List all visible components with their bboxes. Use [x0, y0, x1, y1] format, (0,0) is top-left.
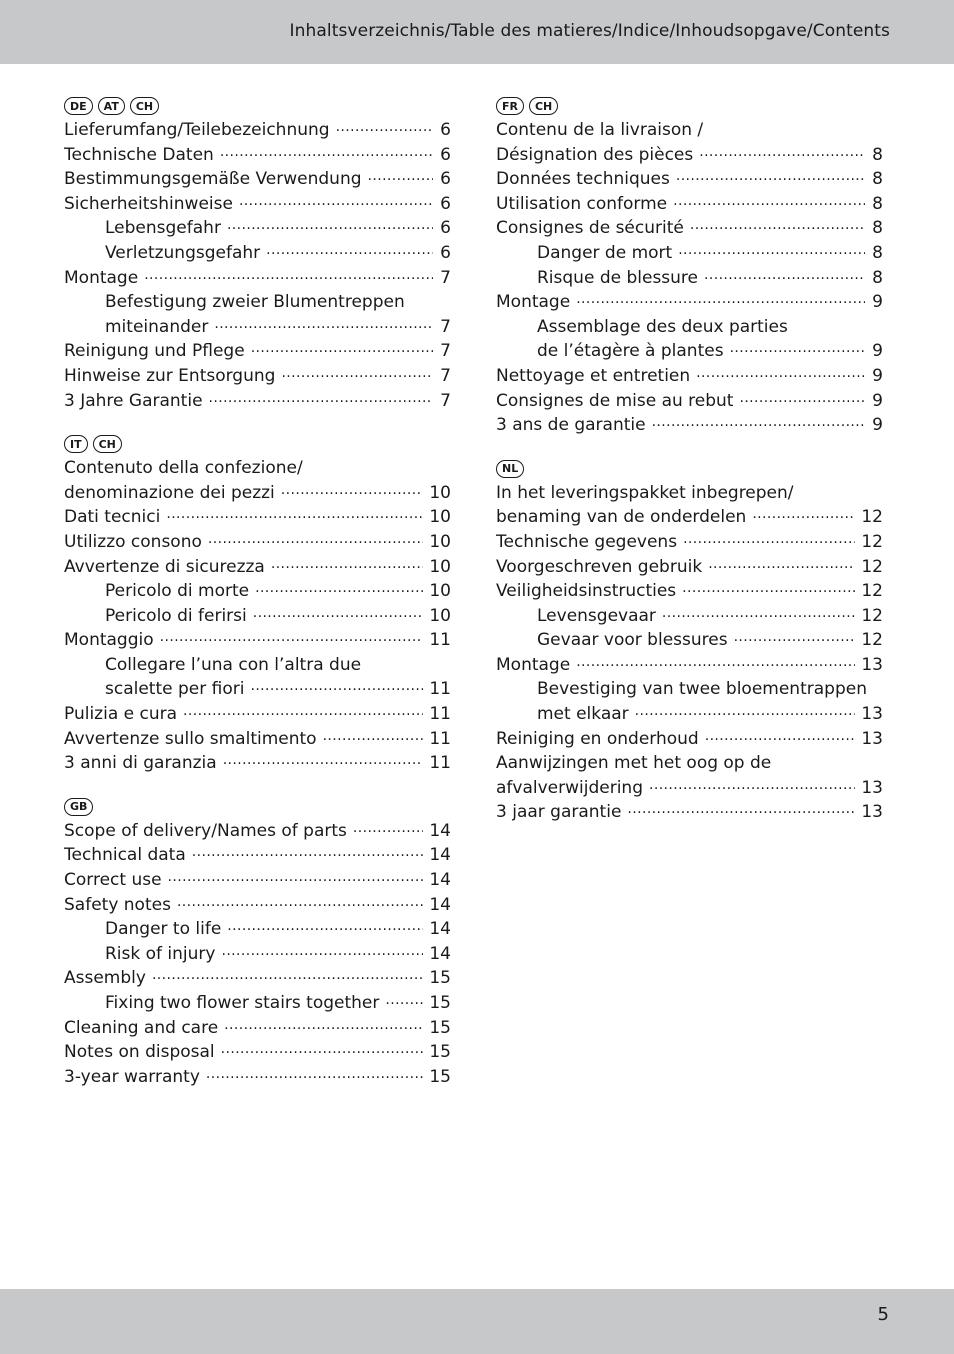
- toc-entry-label: de l’étagère à plantes: [537, 341, 724, 362]
- toc-entry-page: 12: [861, 581, 883, 602]
- toc-entry[interactable]: [496, 268, 883, 293]
- toc-entry-page: 11: [429, 728, 451, 749]
- toc-entry[interactable]: [496, 507, 883, 532]
- toc-entry-label: Consignes de sécurité: [496, 218, 684, 239]
- toc-entry-page: 8: [872, 169, 883, 190]
- toc-entry-page: 15: [429, 993, 451, 1013]
- dot-leader: [730, 342, 865, 356]
- dot-leader: [206, 1068, 423, 1082]
- toc-entry-label: afvalverwijdering: [496, 777, 643, 798]
- toc-entry-label: Collegare l’una con l’altra due: [105, 654, 362, 675]
- toc-entry[interactable]: [496, 581, 883, 606]
- dot-leader: [635, 705, 856, 719]
- toc-entry[interactable]: [496, 218, 883, 243]
- toc-entry-label: Avvertenze sullo smaltimento: [64, 728, 317, 749]
- toc-entry-page: 7: [440, 341, 451, 362]
- toc-entry-label: Dati tecnici: [64, 507, 161, 528]
- toc-entry[interactable]: [64, 1042, 451, 1067]
- toc-entry-label: Technische gegevens: [496, 531, 678, 552]
- toc-entry-label: Levensgevaar: [537, 605, 656, 626]
- toc-entry-label: Gevaar voor blessures: [537, 630, 728, 651]
- toc-entry-label: Désignation des pièces: [496, 144, 694, 165]
- toc-entry-label: Utilisation conforme: [496, 193, 668, 214]
- dot-leader: [221, 945, 423, 959]
- toc-entry-page: 14: [429, 919, 451, 940]
- dot-leader: [220, 146, 433, 160]
- toc-entry-page: 9: [872, 415, 883, 436]
- toc-entry-label: Contenu de la livraison /: [496, 120, 704, 140]
- toc-entry-page: 8: [872, 144, 883, 165]
- toc-entry-label: Lieferumfang/Teilebezeichnung: [64, 120, 330, 140]
- dot-leader: [168, 871, 424, 885]
- toc-entry-page: 15: [429, 968, 451, 989]
- toc-entry-label: Hinweise zur Entsorgung: [64, 365, 276, 386]
- toc-entry-label: Montage: [64, 267, 139, 288]
- toc-entry-label: miteinander: [105, 316, 209, 337]
- toc-entry-page: 11: [429, 679, 451, 700]
- toc-entry-page: 13: [861, 728, 883, 749]
- toc-entry[interactable]: [496, 317, 883, 342]
- toc-entry-page: 14: [429, 820, 451, 841]
- toc-entry[interactable]: [64, 145, 451, 170]
- toc-entry-label: 3 jaar garantie: [496, 802, 622, 823]
- toc-column-right: [496, 96, 883, 846]
- toc-entry[interactable]: [64, 630, 451, 655]
- dot-leader: [708, 558, 855, 572]
- toc-entry-page: 14: [429, 870, 451, 891]
- toc-entry[interactable]: [64, 679, 451, 704]
- toc-entry[interactable]: [64, 218, 451, 243]
- toc-entry-page: 6: [440, 193, 451, 214]
- toc-entry-label: 3-year warranty: [64, 1066, 200, 1087]
- toc-entry-label: Voorgeschreven gebruik: [496, 556, 703, 577]
- toc-entry-label: 3 Jahre Garantie: [64, 390, 203, 411]
- dot-leader: [160, 631, 424, 645]
- toc-entry-page: 9: [872, 292, 883, 313]
- toc-entry-page: 8: [872, 242, 883, 263]
- country-badge-ch: CH: [130, 97, 159, 115]
- toc-entry-label: Danger to life: [105, 919, 222, 940]
- toc-entry-page: 10: [429, 507, 451, 528]
- toc-entry[interactable]: [64, 919, 451, 944]
- toc-section-it: [64, 434, 451, 778]
- dot-leader: [227, 219, 433, 233]
- toc-entry-page: 13: [861, 777, 883, 798]
- toc-entry[interactable]: [496, 120, 883, 145]
- toc-entry[interactable]: [496, 655, 883, 680]
- toc-entry-page: 9: [872, 390, 883, 411]
- dot-leader: [752, 508, 855, 522]
- toc-entry-label: Utilizzo consono: [64, 531, 202, 552]
- country-badges: [64, 96, 451, 116]
- toc-entry-label: Danger de mort: [537, 242, 673, 263]
- toc-entry-page: 10: [429, 605, 451, 626]
- toc-entry-page: 6: [440, 242, 451, 263]
- dot-leader: [152, 969, 423, 983]
- toc-entry[interactable]: [64, 944, 451, 969]
- toc-entry-label: Pericolo di morte: [105, 581, 250, 602]
- toc-entry-label: Montage: [496, 292, 571, 313]
- toc-entry-page: 12: [861, 531, 883, 552]
- dot-leader: [385, 994, 423, 1008]
- toc-entry[interactable]: [64, 581, 451, 606]
- toc-entry-label: Cleaning and care: [64, 1017, 219, 1038]
- dot-leader: [192, 846, 424, 860]
- toc-entry[interactable]: [496, 483, 883, 508]
- toc-entry-page: 12: [861, 556, 883, 577]
- toc-entry-label: Contenuto della confezione/: [64, 458, 303, 479]
- toc-entry[interactable]: [496, 729, 883, 754]
- toc-entry[interactable]: [496, 802, 883, 827]
- dot-leader: [208, 533, 423, 547]
- toc-entry-label: Befestigung zweier Blumentreppen: [105, 292, 405, 313]
- dot-leader: [676, 170, 865, 184]
- toc-entry-label: Assemblage des deux parties: [537, 316, 788, 337]
- toc-entry[interactable]: [64, 655, 451, 680]
- toc-entry-label: Bestimmungsgemäße Verwendung: [64, 169, 362, 190]
- toc-entry-label: Correct use: [64, 870, 162, 891]
- toc-entry-page: 7: [440, 316, 451, 337]
- toc-entry-label: Avvertenze di sicurezza: [64, 556, 265, 577]
- toc-entry-label: Notes on disposal: [64, 1042, 215, 1063]
- toc-entry-page: 14: [429, 894, 451, 915]
- toc-entry-page: 14: [429, 943, 451, 964]
- toc-entry-label: Reiniging en onderhoud: [496, 728, 699, 749]
- dot-leader: [690, 219, 865, 233]
- toc-entry[interactable]: [64, 557, 451, 582]
- dot-leader: [649, 779, 855, 793]
- dot-leader: [183, 705, 423, 719]
- dot-leader: [253, 607, 424, 621]
- toc-entry-label: Risk of injury: [105, 943, 216, 964]
- dot-leader: [281, 484, 424, 498]
- toc-entry-label: Montaggio: [64, 630, 154, 651]
- toc-entry-label: Bevestiging van twee bloementrappen: [537, 679, 867, 700]
- toc-entry[interactable]: [496, 532, 883, 557]
- toc-entry[interactable]: [64, 243, 451, 268]
- toc-entry-label: Pulizia e cura: [64, 704, 178, 725]
- dot-leader: [221, 1043, 424, 1057]
- toc-entry-label: 3 ans de garantie: [496, 415, 646, 436]
- dot-leader: [177, 896, 423, 910]
- toc-entry-page: 10: [429, 482, 451, 503]
- toc-entry[interactable]: [64, 268, 451, 293]
- toc-entry[interactable]: [64, 845, 451, 870]
- page-header: [0, 0, 954, 64]
- dot-leader: [704, 269, 865, 283]
- toc-entry[interactable]: [64, 895, 451, 920]
- country-badges: [64, 797, 451, 817]
- toc-entry[interactable]: [496, 194, 883, 219]
- toc-entry[interactable]: [64, 317, 451, 342]
- toc-entry-page: 12: [861, 507, 883, 528]
- page-footer: [0, 1289, 954, 1354]
- toc-entry[interactable]: [64, 169, 451, 194]
- toc-entry[interactable]: [496, 679, 883, 704]
- toc-section-nl: [496, 459, 883, 827]
- toc-entry-page: 9: [872, 341, 883, 362]
- toc-entry[interactable]: [64, 1018, 451, 1043]
- toc-entry[interactable]: [64, 120, 451, 145]
- toc-entry-page: 7: [440, 365, 451, 386]
- toc-entry-label: Veiligheidsinstructies: [496, 581, 677, 602]
- toc-entry-label: Aanwijzingen met het oog op de: [496, 753, 772, 774]
- toc-entry-label: Technische Daten: [64, 144, 214, 165]
- dot-leader: [576, 293, 865, 307]
- country-badge-fr: FR: [496, 97, 524, 115]
- toc-entry[interactable]: [64, 704, 451, 729]
- toc-entry-label: 3 anni di garanzia: [64, 753, 217, 774]
- toc-entry[interactable]: [496, 145, 883, 170]
- dot-leader: [368, 170, 433, 184]
- toc-entry[interactable]: [64, 532, 451, 557]
- toc-section-fr: [496, 96, 883, 440]
- toc-entry-label: Risque de blessure: [537, 267, 699, 288]
- toc-entry-label: Pericolo di ferirsi: [105, 605, 247, 626]
- toc-entry-page: 15: [429, 1017, 451, 1038]
- toc-entry[interactable]: [64, 292, 451, 317]
- country-badge-de: DE: [64, 97, 93, 115]
- toc-entry-page: 8: [872, 218, 883, 239]
- dot-leader: [353, 822, 423, 836]
- toc-entry-page: 6: [440, 144, 451, 165]
- dot-leader: [266, 244, 433, 258]
- country-badge-nl: NL: [496, 460, 524, 478]
- toc-entry-page: 6: [440, 120, 451, 140]
- toc-entry[interactable]: [496, 366, 883, 391]
- toc-entry-label: scalette per fiori: [105, 679, 245, 700]
- toc-entry-label: Sicherheitshinweise: [64, 193, 233, 214]
- toc-entry-page: 7: [440, 390, 451, 411]
- toc-entry-label: Lebensgefahr: [105, 218, 221, 239]
- toc-entry-label: Montage: [496, 654, 571, 675]
- dot-leader: [576, 656, 855, 670]
- toc-entry[interactable]: [64, 821, 451, 846]
- dot-leader: [627, 803, 855, 817]
- toc-entry-page: 10: [429, 581, 451, 602]
- toc-entry[interactable]: [496, 630, 883, 655]
- toc-entry-page: 7: [440, 267, 451, 288]
- header-title: Inhaltsverzeichnis/Table des matieres/Indice/Inhoudsopgave/Contents: [289, 21, 890, 41]
- toc-entry[interactable]: [496, 243, 883, 268]
- toc-section-de: [64, 96, 451, 415]
- toc-entry[interactable]: [64, 870, 451, 895]
- dot-leader: [336, 121, 433, 135]
- dot-leader: [682, 582, 855, 596]
- dot-leader: [239, 195, 433, 209]
- dot-leader: [224, 1019, 423, 1033]
- toc-entry-label: Nettoyage et entretien: [496, 365, 691, 386]
- dot-leader: [166, 508, 423, 522]
- toc-entry-page: 13: [861, 704, 883, 725]
- dot-leader: [250, 680, 423, 694]
- toc-entry-page: 15: [429, 1042, 451, 1063]
- dot-leader: [683, 533, 855, 547]
- dot-leader: [673, 195, 865, 209]
- toc-entry-page: 15: [429, 1066, 451, 1087]
- toc-entry[interactable]: [496, 778, 883, 803]
- toc-entry-label: In het leveringspakket inbegrepen/: [496, 482, 794, 503]
- toc-entry[interactable]: [64, 1067, 451, 1092]
- toc-entry-label: Technical data: [64, 845, 186, 866]
- toc-entry[interactable]: [496, 606, 883, 631]
- toc-entry-page: 14: [429, 845, 451, 866]
- toc-entry[interactable]: [496, 391, 883, 416]
- toc-entry-page: 12: [861, 630, 883, 651]
- toc-entry[interactable]: [64, 366, 451, 391]
- toc-entry[interactable]: [64, 483, 451, 508]
- toc-entry-label: Reinigung und Pflege: [64, 341, 245, 362]
- toc-entry-label: benaming van de onderdelen: [496, 507, 747, 528]
- toc-entry-label: Verletzungsgefahr: [105, 242, 261, 263]
- dot-leader: [696, 367, 865, 381]
- country-badges: [496, 96, 883, 116]
- dot-leader: [144, 269, 433, 283]
- toc-entry-page: 11: [429, 704, 451, 725]
- country-badge-gb: GB: [64, 798, 93, 816]
- country-badge-ch: CH: [529, 97, 558, 115]
- dot-leader: [271, 558, 424, 572]
- toc-entry[interactable]: [64, 458, 451, 483]
- toc-entry-page: 6: [440, 218, 451, 239]
- dot-leader: [739, 392, 865, 406]
- toc-entry[interactable]: [64, 729, 451, 754]
- dot-leader: [652, 416, 865, 430]
- toc-entry-label: denominazione dei pezzi: [64, 482, 275, 503]
- toc-entry[interactable]: [64, 341, 451, 366]
- toc-entry[interactable]: [64, 391, 451, 416]
- toc-entry[interactable]: [64, 507, 451, 532]
- dot-leader: [223, 754, 424, 768]
- toc-entry-label: met elkaar: [537, 704, 629, 725]
- toc-entry[interactable]: [64, 753, 451, 778]
- toc-entry[interactable]: [496, 557, 883, 582]
- toc-entry-page: 8: [872, 267, 883, 288]
- toc-entry-page: 13: [861, 802, 883, 823]
- toc-entry[interactable]: [496, 415, 883, 440]
- dot-leader: [251, 342, 433, 356]
- country-badges: [496, 459, 883, 479]
- toc-entry-page: 11: [429, 753, 451, 774]
- toc-entry-label: Fixing two flower stairs together: [105, 993, 380, 1013]
- toc-entry-label: Safety notes: [64, 894, 171, 915]
- toc-entry-page: 13: [861, 654, 883, 675]
- toc-entry[interactable]: [64, 194, 451, 219]
- toc-entry[interactable]: [496, 169, 883, 194]
- dot-leader: [255, 582, 423, 596]
- page-number: 5: [877, 1304, 889, 1325]
- dot-leader: [227, 920, 423, 934]
- toc-entry-label: Assembly: [64, 968, 146, 989]
- toc-entry-page: 8: [872, 193, 883, 214]
- toc-column-left: [64, 96, 451, 1110]
- toc-entry[interactable]: [64, 968, 451, 993]
- toc-entry-page: 10: [429, 556, 451, 577]
- dot-leader: [699, 146, 865, 160]
- country-badge-it: IT: [64, 435, 88, 453]
- toc-entry-page: 9: [872, 365, 883, 386]
- dot-leader: [214, 318, 433, 332]
- toc-entry-page: 12: [861, 605, 883, 626]
- dot-leader: [281, 367, 433, 381]
- dot-leader: [662, 607, 855, 621]
- toc-entry[interactable]: [64, 606, 451, 631]
- dot-leader: [734, 631, 856, 645]
- toc-entry[interactable]: [496, 753, 883, 778]
- toc-entry-label: Données techniques: [496, 169, 670, 190]
- dot-leader: [209, 392, 433, 406]
- toc-section-gb: [64, 797, 451, 1092]
- dot-leader: [678, 244, 865, 258]
- toc-entry-label: Consignes de mise au rebut: [496, 390, 734, 411]
- toc-entry-label: Scope of delivery/Names of parts: [64, 820, 347, 841]
- toc-entry-page: 6: [440, 169, 451, 190]
- dot-leader: [323, 730, 424, 744]
- toc-entry-page: 10: [429, 531, 451, 552]
- dot-leader: [705, 730, 856, 744]
- country-badges: [64, 434, 451, 454]
- country-badge-at: AT: [98, 97, 125, 115]
- toc-entry[interactable]: [496, 341, 883, 366]
- toc-entry-page: 11: [429, 630, 451, 651]
- toc-entry[interactable]: [64, 993, 451, 1018]
- toc-entry[interactable]: [496, 704, 883, 729]
- country-badge-ch: CH: [93, 435, 122, 453]
- toc-entry[interactable]: [496, 292, 883, 317]
